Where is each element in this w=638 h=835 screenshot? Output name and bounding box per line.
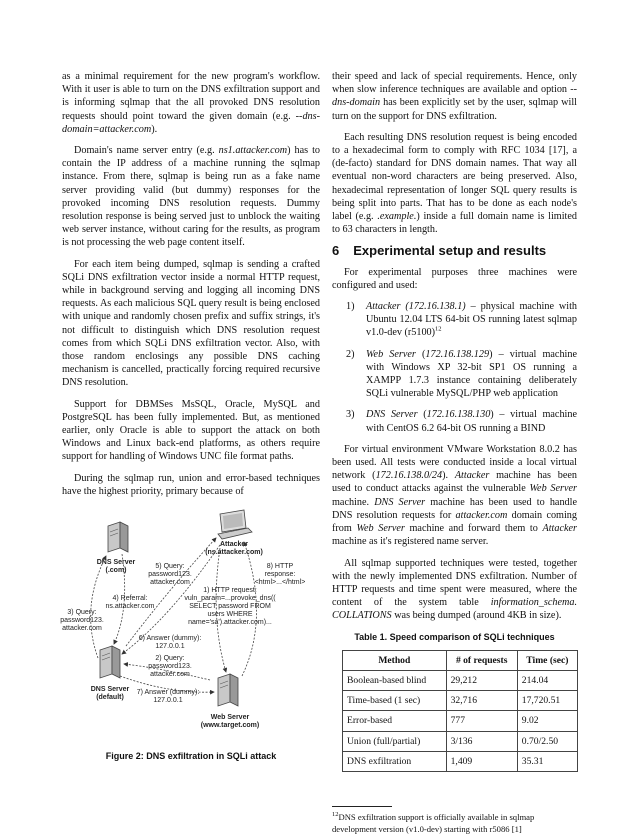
- dns-default-sub: (default): [96, 694, 124, 701]
- web-server-domain: (www.target.com): [200, 722, 260, 729]
- figure-diagram: [60, 508, 322, 748]
- table-row: [343, 751, 578, 771]
- table-cell: 1,409: [446, 751, 517, 771]
- svg-text:attacker.com: attacker.com: [150, 579, 190, 586]
- server-icon: [218, 674, 238, 706]
- dns-com-label: DNS Server: [96, 559, 136, 566]
- step-4-label: [105, 595, 154, 610]
- table-cell: 32,716: [446, 691, 517, 711]
- svg-text:127.0.0.1: 127.0.0.1: [153, 697, 183, 704]
- paragraph: their speed and lack of special requirements. Hence, only when slow inference techniques are available and option --dns-domain has been explicitly set by the user, sqlmap will turn on the support for DNS exfiltration.: [332, 71, 577, 122]
- paragraph: During the sqlmap run, union and error-based techniques have the highest priority, primary because of: [62, 472, 320, 497]
- table-row: [343, 731, 578, 751]
- table-cell: Boolean-based blind: [343, 670, 447, 690]
- server-icon: [100, 646, 120, 678]
- svg-text:<html>...</html>: <html>...</html>: [254, 579, 306, 586]
- attacker-label: Attacker: [219, 541, 249, 548]
- table-cell: Error-based: [343, 711, 447, 731]
- table-row: [343, 711, 578, 731]
- right-column: [332, 70, 577, 835]
- paragraph: All sqlmap supported techniques were tested, together with the newly implemented DNS exfiltration. Number of HTTP requests and time spent were measured, where the content of the system table information_schema. COLLATIONS was being dumped (around 4KB in size).: [332, 557, 577, 622]
- svg-text:2) Query:: 2) Query:: [155, 655, 185, 662]
- section-heading: 6 Experimental setup and results: [332, 243, 547, 259]
- list-item: 2) Web Server (172.16.138.129) – virtual machine with Windows XP 32-bit SP1 OS running a XAMPP 1.7.3 instance containing deliberately SQLi vulnerable MySQL/PHP web application: [346, 348, 577, 400]
- table-header-row: [343, 650, 578, 670]
- column-header: Method: [343, 650, 447, 670]
- step-6-label: [139, 635, 202, 650]
- table-row: [343, 670, 578, 690]
- svg-text:5) Query:: 5) Query:: [155, 563, 185, 570]
- table-cell: Time-based (1 sec): [343, 691, 447, 711]
- step-7-label: [137, 689, 200, 704]
- footnote-divider: [332, 806, 392, 807]
- step-1-label: [184, 587, 276, 626]
- svg-text:name='sa').attacker.com)...: name='sa').attacker.com)...: [188, 619, 272, 626]
- svg-text:1) HTTP request:: 1) HTTP request:: [203, 587, 257, 594]
- svg-text:vuln_param=...provoke_dns((: vuln_param=...provoke_dns((: [184, 595, 276, 602]
- table-cell: 17,720.51: [517, 691, 577, 711]
- table-row: [343, 691, 578, 711]
- table-cell: 777: [446, 711, 517, 731]
- laptop-icon: [218, 510, 252, 539]
- svg-text:6) Answer (dummy):: 6) Answer (dummy):: [138, 635, 202, 642]
- table-caption: Table 1. Speed comparison of SQLi techniques: [354, 631, 555, 642]
- step-5-label: [148, 563, 192, 586]
- svg-text:8) HTTP: 8) HTTP: [266, 563, 294, 570]
- web-server-label: Web Server: [210, 714, 250, 721]
- svg-text:attacker.com: attacker.com: [62, 625, 102, 632]
- table-cell: 0.70/2.50: [517, 731, 577, 751]
- svg-text:response:: response:: [264, 571, 296, 578]
- paragraph: For virtual environment VMware Workstation 8.0.2 has been used. All tests were conducted inside a local virtual network (172.16.138.0/24). Attacker machine has been used to conduct attacks against the vulnerable Web Server machine. DNS Server machine has been used to handle DNS resolution requests for attacker.com domain coming from Web Server machine and forward them to Attacker machine as it's registered name server.: [332, 443, 577, 548]
- svg-text:ns.attacker.com: ns.attacker.com: [105, 603, 155, 610]
- svg-text:attacker.com: attacker.com: [150, 671, 190, 678]
- svg-text:password123.: password123.: [148, 663, 192, 670]
- table-cell: 3/136: [446, 731, 517, 751]
- server-icon: [108, 522, 128, 552]
- svg-text:password123.: password123.: [148, 571, 192, 578]
- list-item: 3) DNS Server (172.16.138.130) – virtual machine with CentOS 6.2 64-bit OS running a BIND: [346, 409, 577, 434]
- dns-default-label: DNS Server: [90, 686, 130, 693]
- svg-text:4) Referral:: 4) Referral:: [112, 595, 148, 602]
- figure-caption: Figure 2: DNS exfiltration in SQLi attack: [105, 751, 277, 761]
- column-header: Time (sec): [517, 650, 577, 670]
- table-cell: Union (full/partial): [343, 731, 447, 751]
- column-header: # of requests: [446, 650, 517, 670]
- svg-text:SELECT password FROM: SELECT password FROM: [189, 603, 271, 610]
- paragraph: Support for DBMSes MsSQL, Oracle, MySQL and PostgreSQL has been fully implemented. But, as mentioned earlier, only Oracle is able to support the attack on both Windows and Linux back-end platforms, as others require support for handling of Windows UNC file format paths.: [62, 398, 320, 463]
- svg-text:7) Answer (dummy):: 7) Answer (dummy):: [136, 689, 200, 696]
- step-3-label: [60, 609, 104, 632]
- paragraph: For each item being dumped, sqlmap is sending a crafted SQLi DNS exfiltration vector inside a normal HTTP request, while in background serving and logging all incoming DNS requests. As each malicious SQL query result is being enclosed with unique and randomly chosen prefix and suffix strings, it's not difficult to distinguish which DNS resolution request comes from which SQLi DNS exfiltration vector. Also, with those random enclosings any possible DNS caching mechanism is cancelled, practically forcing required recursive DNS resolution.: [62, 258, 320, 389]
- table-cell: DNS exfiltration: [343, 751, 447, 771]
- svg-text:users WHERE: users WHERE: [207, 611, 253, 618]
- machine-list: [332, 300, 577, 435]
- list-item: 1) Attacker (172.16.138.1) – physical machine with Ubuntu 12.04 LTS 64-bit OS running latest sqlmap v1.0-dev $(r5100)^{12}$: [346, 301, 577, 339]
- svg-text:127.0.0.1: 127.0.0.1: [155, 643, 185, 650]
- footnote: $^{12}$DNS exfiltration support is officially available in sqlmap development version (v1.0-dev) starting with r5086 [1]: [332, 811, 535, 834]
- dns-exfiltration-figure: [60, 508, 322, 748]
- step-2-label: [148, 655, 192, 678]
- paragraph: as a minimal requirement for the new program's workflow. With it user is able to turn on the DNS exfiltration support and is informing sqlmap that the all provoked DNS resolution requests should point toward the given domain (e.g. --dns-domain=attacker.com).: [62, 71, 320, 135]
- paragraph: Each resulting DNS resolution request is being encoded to a hexadecimal form to comply with RFC 1034 [17], a (de-facto) standard for DNS domain names. That way all eventual non-word characters are being preserved. Also, hexadecimal representation of longer SQL query results is being split into parts. That has to be done as each node's label (e.g. .example.) inside a full domain name is limited to 63 characters in length.: [332, 131, 578, 236]
- speed-comparison-table: [342, 650, 578, 772]
- left-column: [62, 70, 320, 506]
- dns-com-sub: (.com): [105, 567, 127, 574]
- table-cell: 35.31: [517, 751, 577, 771]
- svg-text:password123.: password123.: [60, 617, 104, 624]
- svg-text:3) Query:: 3) Query:: [67, 609, 97, 616]
- table-cell: 9.02: [517, 711, 577, 731]
- table-cell: 214.04: [517, 670, 577, 690]
- attacker-domain: (ns.attacker.com): [205, 549, 263, 556]
- paragraph: Domain's name server entry (e.g. ns1.attacker.com) has to contain the IP address of a machine running the sqlmap instance. From there, sqlmap is being run as a fake name server providing valid (but dummy) responses for the provoked incoming DNS resolution requests. Dummy resolution response is being served just to unblock the waiting web server instance, without caring for the results, as program is not processing the web page content itself.: [62, 145, 320, 249]
- table-cell: 29,212: [446, 670, 517, 690]
- step-8-label: [255, 563, 306, 586]
- paragraph: For experimental purposes three machines were configured and used:: [332, 266, 577, 291]
